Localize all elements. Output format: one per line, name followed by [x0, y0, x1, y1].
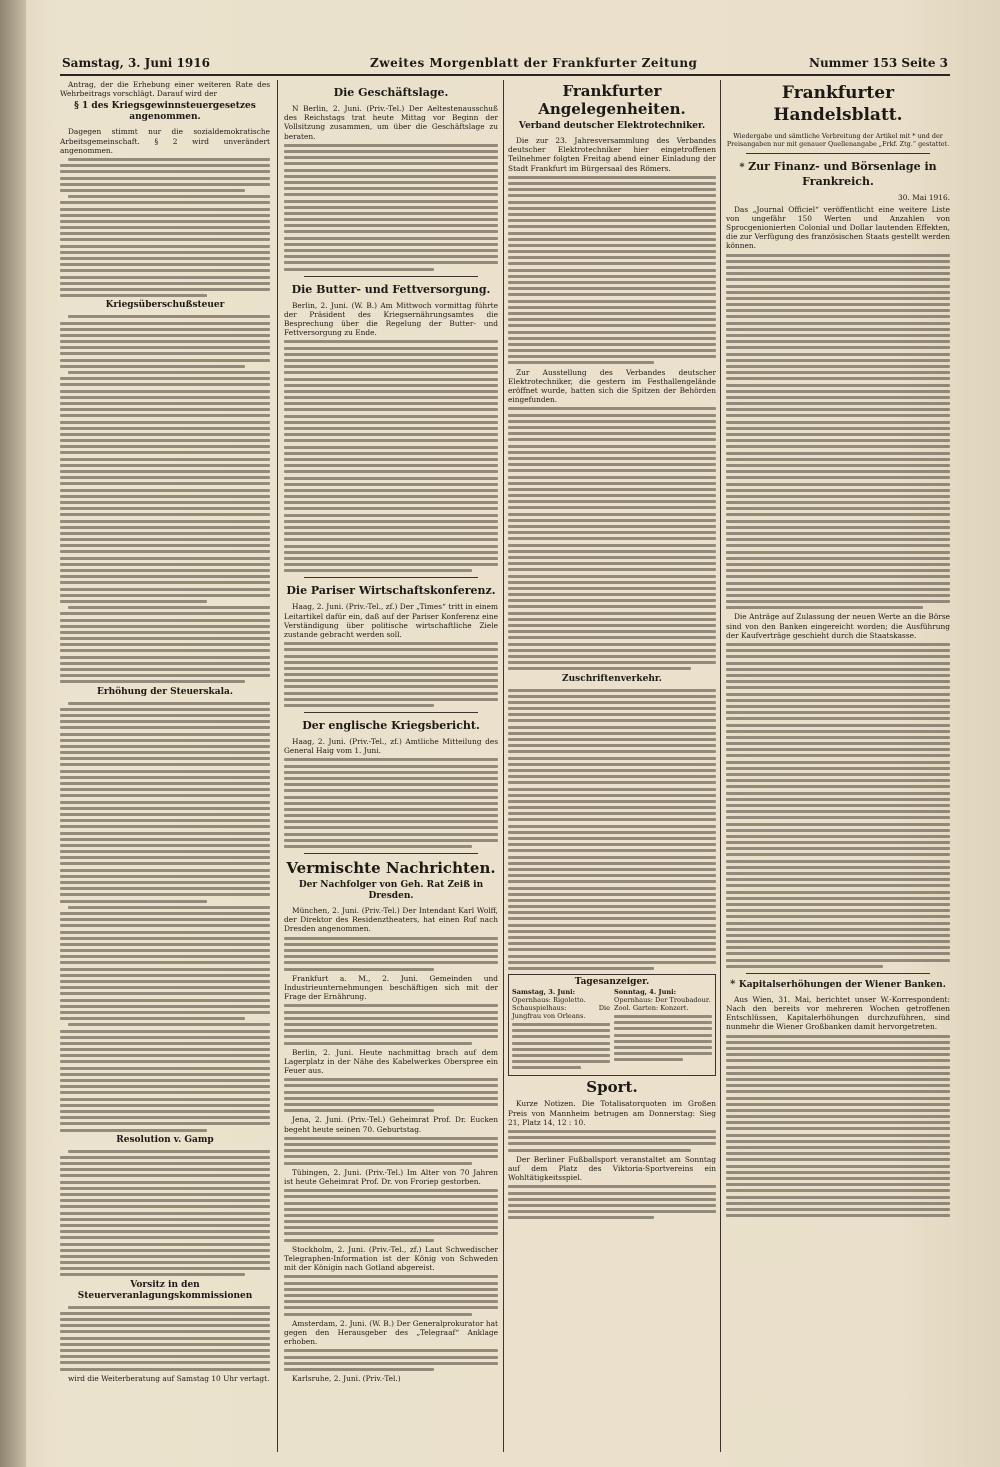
- col1-paragraph: Dagegen stimmt nur die sozialdemokratische Arbeitsgemeinschaft. § 2 wird unverändert angenommen.: [60, 127, 270, 155]
- col1-text-block: [60, 702, 270, 1132]
- col4-article2-title: [726, 979, 950, 991]
- divider: [304, 276, 478, 277]
- col2-dateline: Berlin, 2. Juni. (W. B.) Am Mittwoch vormittag führte der Präsident des Kriegsernährungsamtes die Besprechung über die Regelung der Butter- und Fettversorgung zu Ende.: [284, 300, 498, 338]
- col2-dateline: Stockholm, 2. Juni. (Priv.-Tel., zf.) Laut Schwedischer Telegraphen-Information ist der König von Schweden mit der Königin nach Gotland abgereist.: [284, 1244, 498, 1273]
- daily-listings-left: [512, 988, 610, 1073]
- col4-text-block: [726, 254, 950, 610]
- daily-listings-box: [508, 974, 716, 1077]
- col1-text-block: [60, 1150, 270, 1277]
- col3-subtitle: Verband deutscher Elektrotechniker.: [518, 121, 706, 131]
- col2-dateline: Frankfurt a. M., 2. Juni. Gemeinden und Industrieunternehmungen beschäftigen sich mit der Frage der Ernährung.: [284, 973, 498, 1002]
- col4-article1-paragraph: Die Anträge auf Zulassung der neuen Werte an die Börse sind von den Banken eingereicht worden; die Ausführung der Kaufverträge geschieht durch die Staatskasse.: [726, 612, 950, 640]
- col3-notes-heading: Zuschriftenverkehr.: [562, 673, 662, 684]
- col4-article2-title-text: Kapitalserhöhungen der Wiener Banken.: [738, 979, 946, 990]
- col3-text-block: [508, 176, 716, 365]
- col2-dateline: N Berlin, 2. Juni. (Priv.-Tel.) Der Aeltestenausschuß des Reichstags trat heute Mittag vor Beginn der Vollsitzung zusammen, um über die Geschäftslage zu beraten.: [284, 104, 498, 141]
- divider: [746, 153, 930, 154]
- col4-title: Frankfurter Handelsblatt.: [773, 83, 903, 125]
- divider: [304, 712, 478, 713]
- col1-text-block: [60, 158, 270, 297]
- col3-sport-title: Sport.: [586, 1078, 638, 1097]
- col4-article1-date: 30. Mai 1916.: [898, 193, 950, 203]
- col4-article1-title-text: Zur Finanz- und Börsenlage in Frankreich.: [748, 160, 937, 189]
- divider: [304, 577, 478, 578]
- col4-text-block: [726, 1035, 950, 1217]
- daily-listings-right: [614, 988, 712, 1073]
- col4-text-block: [726, 643, 950, 968]
- col1-section-heading: Vorsitz in den Steuerveranlagungskommissionen: [77, 1279, 253, 1301]
- col3-text-block: [508, 1130, 716, 1152]
- col4-article1-paragraph: Das „Journal Officiel“ veröffentlicht eine weitere Liste von ungefähr 150 Werten und Anzahlen von Sprocgenionierten Colonial und Dollar lautenden Effekten, die zur Verfügung des französischen Staats gestellt werden können.: [726, 204, 950, 251]
- col2-title-geschaeftslage: Die Geschäftslage.: [333, 86, 449, 99]
- asterisk-icon: *: [730, 978, 739, 990]
- col1-paragraph-heading: § 1 des Kriegsgewinnsteuergesetzes angenommen.: [74, 101, 256, 123]
- col2-text-block: [284, 937, 498, 971]
- column-reichstag: [60, 80, 270, 1452]
- listing-entry: Opernhaus: Der Troubadour.: [614, 995, 711, 1004]
- col2-dateline: Karlsruhe, 2. Juni. (Priv.-Tel.): [292, 1374, 401, 1384]
- page-header: [60, 50, 950, 76]
- column-news: [284, 80, 498, 1452]
- header-date: Samstag, 3. Juni 1916: [62, 56, 210, 70]
- column-frankfurt: [508, 80, 716, 1452]
- col2-text-block: [284, 144, 498, 271]
- col3-text-block: [508, 1185, 716, 1219]
- listing-date: Samstag, 3. Juni:: [512, 987, 576, 996]
- col2-title-butter: Die Butter- und Fettversorgung.: [291, 282, 491, 296]
- col2-dateline: Haag, 2. Juni. (Priv.-Tel., zf.) Der „Times“ tritt in einem Leitartikel dafür ein, daß auf der Pariser Konferenz eine Verständigung über politische wirtschaftliche Ziele zustande gebracht werden soll.: [284, 602, 498, 639]
- col2-dateline: Jena, 2. Juni. (Priv.-Tel.) Geheimrat Prof. Dr. Eucken begeht heute seinen 70. Geburtstag.: [284, 1115, 498, 1134]
- col1-opening: Antrag, der die Erhebung einer weiteren Rate des Wehrbeitrags vorschlägt. Darauf wird der: [60, 80, 270, 99]
- listing-entry: Zool. Garten: Konzert.: [614, 1003, 689, 1012]
- col2-title-vermischte: Vermischte Nachrichten.: [286, 859, 496, 878]
- col2-dateline: Berlin, 2. Juni. Heute nachmittag brach auf dem Lagerplatz in der Nähe des Kabelwerkes Oberspree ein Feuer aus.: [284, 1047, 498, 1076]
- column-rule: [720, 80, 721, 1452]
- col3-text-block: [508, 689, 716, 970]
- col4-article2-paragraph: Aus Wien, 31. Mai, berichtet unser W.-Korrespondent: Nach den bereits vor mehreren Wochen getroffenen Entschlüssen, Kapitalerhöhungen durchzuführen, sind nunmehr die Wiener Großbanken damit hervorgetreten.: [726, 994, 950, 1032]
- header-page-number: Nummer 153 Seite 3: [808, 56, 948, 70]
- col2-text-block: [284, 1189, 498, 1242]
- col2-text-block: [284, 1078, 498, 1112]
- col2-dateline: Amsterdam, 2. Juni. (W. B.) Der Generalprokurator hat gegen den Herausgeber des „Telegraaf“ Anklage erhoben.: [284, 1318, 498, 1347]
- asterisk-icon: *: [739, 162, 749, 174]
- column-handelsblatt: [726, 80, 950, 1452]
- col3-sport-paragraph: Der Berliner Fußballsport veranstaltet am Sonntag auf dem Platz des Viktoria-Sportvereins ein Wohltätigkeitsspiel.: [508, 1154, 716, 1183]
- col2-text-block: [284, 1349, 498, 1371]
- col2-text-block: [284, 1275, 498, 1315]
- col2-dateline: Haag, 2. Juni. (Priv.-Tel., zf.) Amtliche Mitteilung des General Haig vom 1. Juni.: [284, 737, 498, 756]
- col1-section-heading: Kriegsüberschußsteuer: [105, 300, 225, 311]
- col2-title-kriegsbericht: Der englische Kriegsbericht.: [302, 719, 480, 732]
- col4-reprint-note: Wiedergabe und sämtliche Verbreitung der Artikel mit * und der Preisangaben nur mit genauer Quellenangabe „Frkf. Ztg.“ gestattet.: [726, 132, 950, 149]
- col2-text-block: [284, 642, 498, 707]
- column-rule: [503, 80, 504, 1452]
- col3-paragraph: Die zur 23. Jahresversammlung des Verbandes deutscher Elektrotechniker hier eingetroffenen Teilnehmer folgten Freitag abend einer Einladung der Stadt Frankfurt im Bürgersaal des Römers.: [508, 136, 716, 173]
- col2-text-block: [284, 340, 498, 572]
- listing-date: Sonntag, 4. Juni:: [614, 987, 677, 996]
- col3-sport-paragraph: Kurze Notizen. Die Totalisatorquoten im Großen Preis von Mannheim betrugen am Donnerstag: Sieg 21, Platz 14, 12 : 10.: [508, 1099, 716, 1127]
- col1-text-block: [60, 315, 270, 683]
- header-masthead: Zweites Morgenblatt der Frankfurter Zeitung: [370, 56, 698, 70]
- daily-listings-title: Tagesanzeiger.: [574, 976, 650, 987]
- col3-title: Frankfurter Angelegenheiten.: [538, 82, 686, 118]
- col1-closing: wird die Weiterberatung auf Samstag 10 Uhr vertagt.: [68, 1373, 270, 1383]
- divider: [746, 973, 930, 974]
- col2-dateline: Tübingen, 2. Juni. (Priv.-Tel.) Im Alter von 70 Jahren ist heute Geheimrat Prof. Dr. von Froriep gestorben.: [284, 1167, 498, 1186]
- col3-text-block: [508, 407, 716, 670]
- col1-section-heading: Resolution v. Gamp: [116, 1134, 214, 1145]
- col2-title-paris: Die Pariser Wirtschaftskonferenz.: [286, 584, 496, 598]
- col1-section-heading: Erhöhung der Steuerskala.: [96, 686, 233, 697]
- col2-text-block: [284, 758, 498, 848]
- page-binding-edge: [0, 0, 26, 1467]
- listing-entry: Schauspielhaus: Die Jungfrau von Orleans.: [512, 1003, 610, 1020]
- col1-text-block: [60, 1306, 270, 1371]
- col2-subtitle: Der Nachfolger von Geh. Rat Zeiß in Dresden.: [298, 880, 484, 902]
- divider: [304, 853, 478, 854]
- col4-article1-title: [726, 160, 950, 189]
- col3-paragraph: Zur Ausstellung des Verbandes deutscher Elektrotechniker, die gestern im Festhallengelände eröffnet wurde, hatten sich die Spitzen der Behörden eingefunden.: [508, 367, 716, 405]
- column-rule: [277, 80, 278, 1452]
- listing-entry: Opernhaus: Rigoletto.: [512, 995, 586, 1004]
- col2-text-block: [284, 1004, 498, 1044]
- col2-dateline: München, 2. Juni. (Priv.-Tel.) Der Intendant Karl Wolff, der Direktor des Residenztheaters, hat einen Ruf nach Dresden angenommen.: [284, 906, 498, 934]
- col2-text-block: [284, 1137, 498, 1165]
